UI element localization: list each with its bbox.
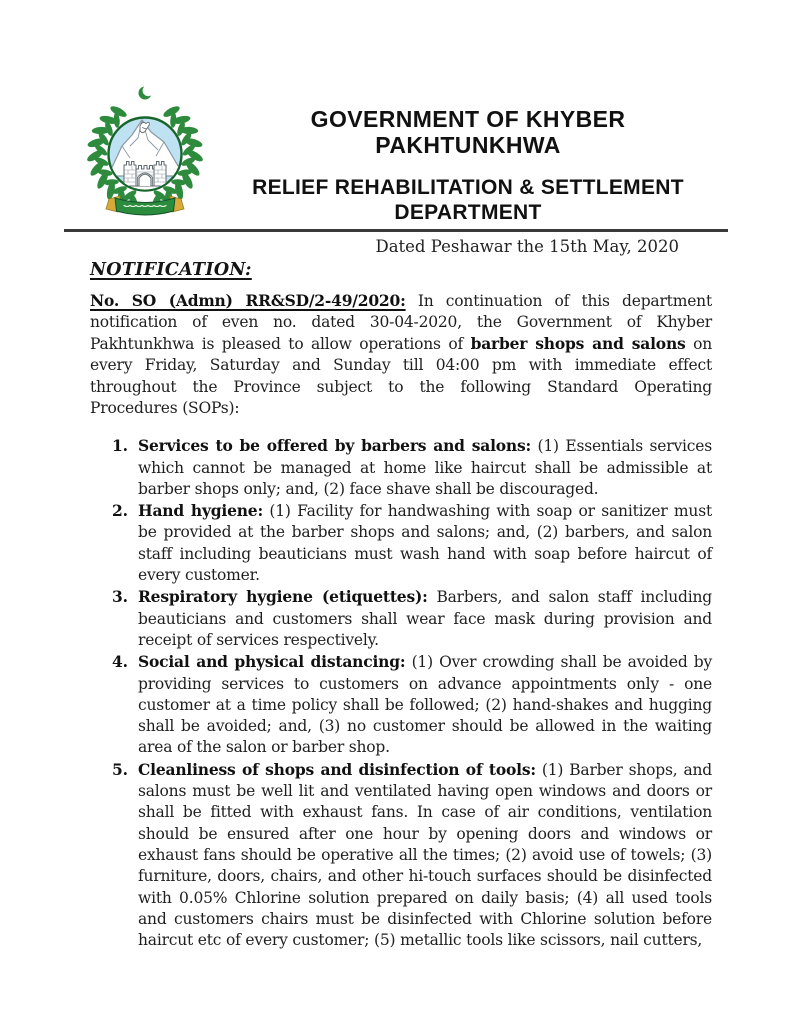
sop-item-title: Cleanliness of shops and disinfection of tools: [138, 759, 536, 779]
sop-item-number: 4. [112, 652, 128, 672]
sop-item-body: Barbers, and salon staff including beauticians and customers shall wear face mask during provision and receipt of services respectively. [138, 588, 712, 649]
sop-list [90, 435, 712, 951]
sop-item-number: 3. [112, 587, 128, 607]
department-title-line1: RELIEF REHABILITATION & SETTLEMENT [252, 176, 684, 199]
intro-text-1: In continuation of this department notification of even no. dated 30-04-2020, the Government of Khyber Pakhtunkhwa is pleased to allow operations of [90, 291, 712, 354]
sop-item-number: 5. [112, 759, 128, 779]
sop-item-title: Hand hygiene: [138, 501, 263, 521]
intro-bold-phrase: barber shops and salons [470, 334, 686, 354]
sop-item-body: (1) Essentials services which cannot be managed at home like haircut shall be admissible at barber shops only; and, (2) face shave shall be discouraged. [138, 437, 712, 498]
department-title [222, 175, 714, 225]
notification-heading: NOTIFICATION: [90, 259, 252, 280]
sop-item-number: 2. [112, 501, 128, 521]
sop-item-number: 1. [112, 436, 128, 456]
sop-list-item [90, 586, 712, 651]
department-title-line2: DEPARTMENT [394, 201, 542, 224]
sop-list-item [90, 651, 712, 758]
khyber-pakhtunkhwa-emblem-icon [84, 80, 206, 222]
sop-list-item [90, 435, 712, 500]
ribbon-banner [106, 196, 184, 215]
sop-item-title: Social and physical distancing: [138, 652, 406, 672]
sop-list-item [90, 500, 712, 586]
intro-text-2: on every Friday, Saturday and Sunday till 04:00 pm with immediate effect throughout the Province subject to the following Standard Operating Procedures (SOPs): [90, 335, 712, 417]
reference-number: No. SO (Admn) RR&SD/2-49/2020: [90, 290, 406, 310]
intro-paragraph [90, 290, 712, 420]
date-line: Dated Peshawar the 15th May, 2020 [375, 236, 679, 256]
sop-item-body: (1) Barber shops, and salons must be well lit and ventilated having open windows and doors or shall be fitted with exhaust fans. In case of air conditions, ventilation should be ensured after one hour by opening doors and windows or exhaust fans should be operative all the times; (2) avoid use of towels; (3) furniture, doors, chairs, and other hi-touch surfaces should be disinfected with 0.05% Chlorine solution prepared on daily basis; (4) all used tools and customers chairs must be disinfected with Chlorine solution before haircut etc of every customer; (5) metallic tools like scissors, nail cutters, [138, 760, 713, 950]
government-title: GOVERNMENT OF KHYBER PAKHTUNKHWA [310, 106, 626, 158]
letterhead-titles [222, 106, 714, 225]
sop-item-body: (1) Facility for handwashing with soap or sanitizer must be provided at the barber shops and salons; and, (2) barbers, and salon staff including beauticians must wash hand with soap before haircut of every customer. [138, 502, 712, 585]
sop-item-title: Respiratory hygiene (etiquettes): [138, 587, 428, 607]
header-divider [64, 229, 728, 232]
sop-list-item [90, 759, 712, 952]
document-body [0, 229, 791, 951]
sop-item-title: Services to be offered by barbers and salons: [138, 436, 532, 456]
sop-item-body: (1) Over crowding shall be avoided by providing services to customers on advance appointments only - one customer at a time policy shall be followed; (2) hand-shakes and hugging shall be avoided; and, (3) no customer should be allowed in the waiting area of the salon or barber shop. [138, 653, 712, 757]
